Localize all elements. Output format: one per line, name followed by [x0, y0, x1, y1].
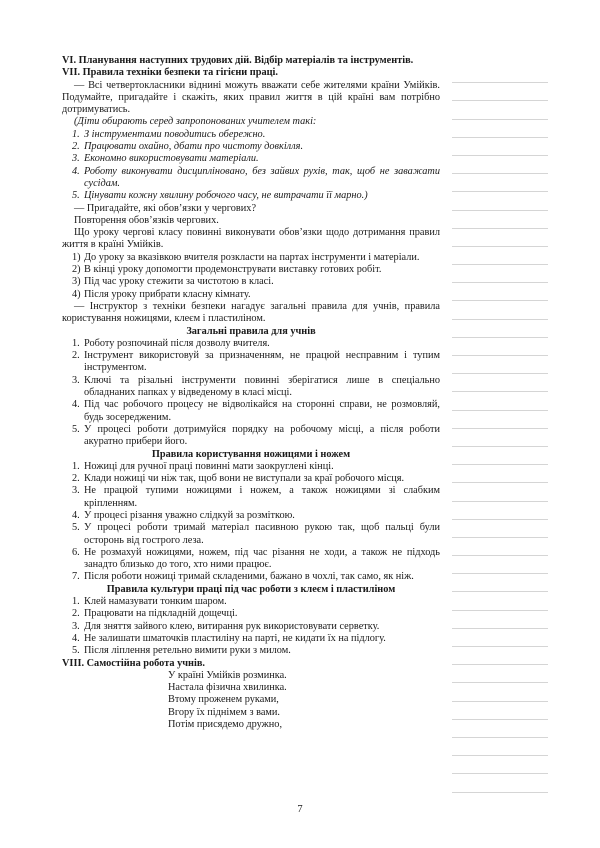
- note-line: [452, 301, 548, 319]
- general-rule-item: [72, 375, 440, 400]
- note-line: [452, 156, 548, 174]
- list-item-text: Роботу розпочинай після дозволу вчителя.: [84, 337, 270, 349]
- note-line: [452, 283, 548, 301]
- note-line: [452, 774, 548, 792]
- list-item-text: У процесі роботи дотримуйся порядку на робочому місці, а після роботи акуратно прибери його.: [84, 423, 440, 448]
- poem-line: Вгору їх піднімем з вами.: [168, 706, 280, 718]
- general-rule-item: [72, 399, 440, 424]
- list-item-text: Не розмахуй ножицями, ножем, під час різання не ходи, а також не підходь занадто близько до того, хто ними працює.: [84, 546, 440, 571]
- children-choose-text: (Діти обирають серед запропонованих учителем такі:: [74, 116, 317, 128]
- scissors-rules-title: Правила користування ножицями і ножем: [151, 448, 351, 460]
- list-item-text: Працювати охайно, дбати про чистоту довкілля.: [84, 141, 304, 153]
- culture-rules-list: [62, 596, 440, 657]
- scissors-rule-item: [72, 510, 440, 522]
- general-rules-title: Загальні правила для учнів: [186, 325, 316, 337]
- list-item-number: 3.: [72, 153, 80, 165]
- general-rule-item: [72, 424, 440, 449]
- page-number: 7: [297, 804, 303, 815]
- poem-line: У країні Умійків розминка.: [168, 669, 287, 681]
- scissors-rules-list: [62, 461, 440, 584]
- rules-list-item: [72, 129, 440, 141]
- list-item-text: Економно використовувати матеріали.: [84, 153, 259, 165]
- list-item-number: 3.: [72, 620, 80, 632]
- culture-rules-title: Правила культури праці під час роботи з клеєм і пластиліном: [106, 583, 396, 595]
- rules-list-item: [72, 190, 440, 202]
- list-item-text: В кінці уроку допомогти продемонструвати виставку готових робіт.: [84, 264, 382, 276]
- general-rule-item: [72, 338, 440, 350]
- list-item-number: 7.: [72, 571, 80, 583]
- note-line: [452, 665, 548, 683]
- list-item-number: 4.: [72, 399, 80, 411]
- section-6-heading: VI. Планування наступних трудових дій. Відбір матеріалів та інструментів.: [62, 55, 414, 66]
- section-8-heading: VIII. Самостійна робота учнів.: [62, 657, 205, 669]
- list-item-number: 1.: [72, 337, 80, 349]
- culture-rule-item: [72, 608, 440, 620]
- main-text: [62, 55, 440, 731]
- list-item-text: Під час робочого процесу не відволікайся на сторонні справи, не розмовляй, будь зосередженим.: [84, 399, 440, 423]
- duty-question: — Пригадайте, які обов’язки у чергових?: [74, 202, 257, 214]
- poem-line: Настала фізична хвилинка.: [168, 682, 287, 694]
- note-line: [452, 538, 548, 556]
- list-item-text: У процесі роботи тримай матеріал пасивною рукою так, щоб пальці були осторонь від гострого леза.: [84, 522, 440, 546]
- note-line: [452, 702, 548, 720]
- rules-list: [62, 129, 440, 203]
- list-item-number: 1.: [72, 460, 80, 472]
- duties-list: [62, 252, 440, 301]
- list-item-number: 3.: [72, 485, 80, 497]
- note-line: [452, 720, 548, 738]
- list-item-number: 4.: [72, 509, 80, 521]
- list-item-text: У процесі різання уважно слідкуй за розміткою.: [84, 509, 295, 521]
- section-7-heading: VII. Правила техніки безпеки та гігієни праці.: [62, 67, 278, 79]
- scissors-rule-item: [72, 522, 440, 547]
- note-line: [452, 65, 548, 83]
- list-item-number: 6.: [72, 546, 80, 558]
- note-line: [452, 211, 548, 229]
- note-line: [452, 447, 548, 465]
- list-item-text: До уроку за вказівкою вчителя розкласти на партах інструменти і матеріали.: [84, 251, 420, 263]
- poem: [168, 670, 440, 731]
- note-line: [452, 101, 548, 119]
- list-item-number: 4.: [72, 165, 80, 177]
- culture-rule-item: [72, 621, 440, 633]
- repeat-text: Повторення обов’язків чергових.: [74, 214, 219, 226]
- list-item-number: 5.: [72, 423, 80, 435]
- list-item-number: 4.: [72, 632, 80, 644]
- rules-list-item: [72, 141, 440, 153]
- note-line: [452, 429, 548, 447]
- duty-item: [72, 276, 440, 288]
- list-item-number: 2.: [72, 608, 80, 620]
- list-item-text: Інструмент використовуй за призначенням, не працюй несправним і тупим інструментом.: [84, 350, 440, 374]
- general-rules-list: [62, 338, 440, 449]
- note-line: [452, 174, 548, 192]
- culture-rule-item: [72, 596, 440, 608]
- note-line: [452, 592, 548, 610]
- culture-rule-item: [72, 633, 440, 645]
- duty-intro: Що уроку чергові класу повинні виконувати обов’язки щодо дотримання правил життя в країні Умійків.: [62, 227, 440, 251]
- note-line: [452, 265, 548, 283]
- poem-line: Втому проженем руками,: [168, 694, 279, 706]
- list-item-text: Після ліплення ретельно вимити руки з милом.: [84, 645, 291, 657]
- culture-rule-item: [72, 645, 440, 657]
- list-item-number: 2.: [72, 473, 80, 485]
- note-line: [452, 738, 548, 756]
- list-item-text: Не працюй тупими ножицями і ножем, а також ножицями зі слабким кріпленням.: [84, 485, 440, 509]
- note-line: [452, 611, 548, 629]
- list-item-text: Клей намазувати тонким шаром.: [84, 596, 227, 608]
- list-item-text: Працювати на підкладній дощечці.: [84, 608, 238, 620]
- general-rule-item: [72, 350, 440, 375]
- note-line: [452, 629, 548, 647]
- scissors-rule-item: [72, 461, 440, 473]
- note-line: [452, 574, 548, 592]
- duty-item: [72, 252, 440, 264]
- list-item-number: 2): [72, 264, 81, 276]
- note-line: [452, 411, 548, 429]
- list-item-number: 5.: [72, 190, 80, 202]
- note-line: [452, 483, 548, 501]
- list-item-text: Клади ножиці чи ніж так, щоб вони не виступали за краї робочого місця.: [84, 473, 405, 485]
- note-line: [452, 556, 548, 574]
- list-item-number: 4): [72, 288, 81, 300]
- rules-list-item: [72, 166, 440, 191]
- list-item-text: Ножиці для ручної праці повинні мати заокруглені кінці.: [84, 460, 334, 472]
- list-item-number: 1.: [72, 128, 80, 140]
- list-item-number: 2.: [72, 350, 80, 362]
- list-item-text: Ключі та різальні інструменти повинні зберігатися лише в спеціально обладнаних папках у відведеному в класі місці.: [84, 374, 440, 399]
- note-line: [452, 192, 548, 210]
- ruled-note-lines: [452, 65, 548, 793]
- list-item-text: Для зняття зайвого клею, витирання рук використовувати серветку.: [84, 620, 380, 632]
- list-item-text: Не залишати шматочків пластиліну на парті, не кидати їх на підлогу.: [84, 632, 386, 644]
- note-line: [452, 138, 548, 156]
- list-item-text: Під час уроку стежити за чистотою в класі.: [84, 276, 274, 288]
- scissors-rule-item: [72, 485, 440, 510]
- list-item-text: Після уроку прибрати класну кімнату.: [84, 288, 251, 300]
- note-line: [452, 247, 548, 265]
- intro-paragraph: — Всі четвертокласники віднині можуть вважати себе жителями країни Умійків. Подумайте, пригадайте і скажіть, яких правил життя в цій країні вам потрібно дотримуватись.: [62, 79, 440, 116]
- list-item-number: 2.: [72, 141, 80, 153]
- note-line: [452, 520, 548, 538]
- scissors-rule-item: [72, 571, 440, 583]
- note-line: [452, 756, 548, 774]
- list-item-number: 5.: [72, 522, 80, 534]
- rules-list-item: [72, 153, 440, 165]
- note-line: [452, 356, 548, 374]
- note-line: [452, 338, 548, 356]
- list-item-text: Цінувати кожну хвилину робочого часу, не витрачати її марно.): [84, 190, 368, 202]
- scissors-rule-item: [72, 547, 440, 572]
- note-line: [452, 83, 548, 101]
- note-line: [452, 647, 548, 665]
- note-line: [452, 683, 548, 701]
- instructor-text: — Інструктор з техніки безпеки нагадує загальні правила для учнів, правила користування ножицями, клеєм і пластиліном.: [62, 300, 440, 325]
- list-item-number: 1): [72, 251, 81, 263]
- list-item-text: Після роботи ножиці тримай складеними, бажано в чохлі, так само, як ніж.: [84, 571, 414, 583]
- list-item-number: 3): [72, 276, 81, 288]
- note-line: [452, 229, 548, 247]
- list-item-number: 5.: [72, 645, 80, 657]
- list-item-text: З інструментами поводитись обережно.: [84, 128, 266, 140]
- note-line: [452, 374, 548, 392]
- note-line: [452, 502, 548, 520]
- note-line: [452, 465, 548, 483]
- poem-line: Потім присядемо дружно,: [168, 719, 283, 731]
- duty-item: [72, 264, 440, 276]
- list-item-number: 1.: [72, 596, 80, 608]
- scissors-rule-item: [72, 473, 440, 485]
- list-item-text: Роботу виконувати дисципліновано, без зайвих рухів, так, щоб не заважати сусідам.: [84, 165, 440, 189]
- note-line: [452, 120, 548, 138]
- duty-item: [72, 289, 440, 301]
- note-line: [452, 392, 548, 410]
- list-item-number: 3.: [72, 374, 80, 386]
- note-line: [452, 320, 548, 338]
